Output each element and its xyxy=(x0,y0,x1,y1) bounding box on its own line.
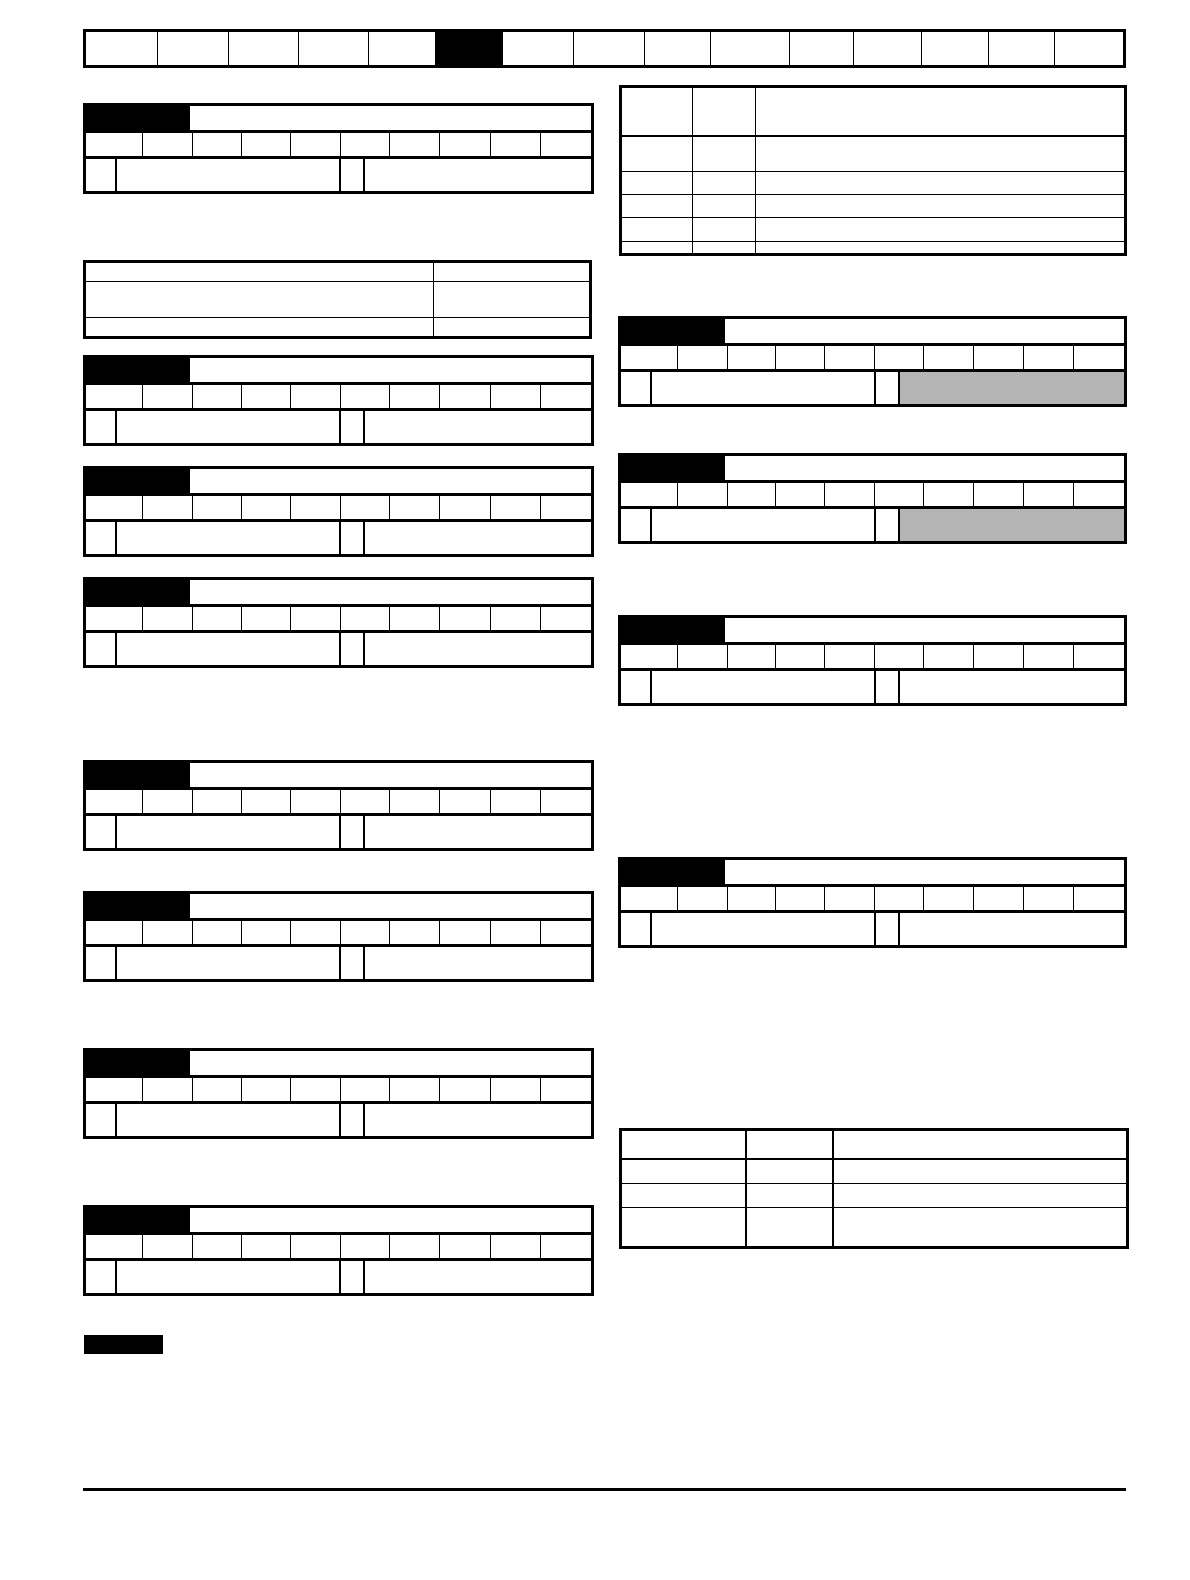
table-cell xyxy=(746,1159,833,1183)
parameter-number-tag xyxy=(83,466,192,496)
range-value-cell xyxy=(652,671,876,703)
parameter-title xyxy=(190,355,594,385)
table-cell xyxy=(86,263,433,281)
attribute-cell xyxy=(440,607,491,630)
range-symbol-cell xyxy=(86,1104,117,1136)
range-symbol-cell xyxy=(86,159,117,191)
range-value-cell xyxy=(365,816,591,848)
attribute-cell xyxy=(341,496,390,519)
range-value-cell xyxy=(900,372,1124,404)
range-symbol-cell xyxy=(341,1261,365,1293)
attribute-cell xyxy=(1024,483,1074,506)
attribute-cell xyxy=(825,483,875,506)
attribute-cell xyxy=(678,645,728,668)
range-value-cell xyxy=(117,816,341,848)
parameter-block xyxy=(83,1205,594,1296)
range-value-cell xyxy=(900,671,1124,703)
parameter-attribute-row xyxy=(83,921,594,945)
attribute-cell xyxy=(291,385,341,408)
attribute-cell xyxy=(143,607,193,630)
range-value-cell xyxy=(652,913,876,945)
range-value-cell xyxy=(365,1261,591,1293)
nav-cell[interactable] xyxy=(158,32,229,65)
range-symbol-cell xyxy=(621,372,652,404)
attribute-cell xyxy=(541,1078,591,1101)
attribute-cell xyxy=(291,496,341,519)
range-symbol-cell xyxy=(621,913,652,945)
attribute-cell xyxy=(341,1235,390,1258)
attribute-cell xyxy=(1024,645,1074,668)
nav-cell[interactable] xyxy=(86,32,158,65)
table-cell xyxy=(833,1183,1126,1207)
attribute-cell xyxy=(491,496,541,519)
attribute-cell xyxy=(541,790,591,813)
parameter-title xyxy=(190,1205,594,1235)
attribute-cell xyxy=(728,483,777,506)
attribute-cell xyxy=(86,607,143,630)
table-cell xyxy=(692,136,755,171)
attribute-cell xyxy=(291,607,341,630)
attribute-cell xyxy=(440,133,491,156)
attribute-cell xyxy=(924,346,974,369)
table-cell xyxy=(622,171,692,194)
parameter-block xyxy=(618,316,1127,407)
range-value-cell xyxy=(117,522,341,554)
table-cell xyxy=(746,1207,833,1246)
range-value-cell xyxy=(117,411,341,443)
attribute-cell xyxy=(621,887,678,910)
table-cell xyxy=(433,318,589,336)
table-cell xyxy=(622,88,692,136)
attribute-cell xyxy=(1024,346,1074,369)
attribute-cell xyxy=(242,1235,291,1258)
attribute-cell xyxy=(728,346,777,369)
parameter-range-row xyxy=(83,1259,594,1296)
parameter-block xyxy=(618,615,1127,706)
attribute-cell xyxy=(621,645,678,668)
range-symbol-cell xyxy=(86,1261,117,1293)
nav-cell[interactable] xyxy=(574,32,645,65)
attribute-cell xyxy=(440,790,491,813)
range-value-cell xyxy=(365,947,591,979)
attribute-cell xyxy=(242,921,291,944)
top-navigation-strip xyxy=(83,29,1126,68)
attribute-cell xyxy=(390,921,440,944)
attribute-cell xyxy=(86,921,143,944)
table-cell xyxy=(622,1183,746,1207)
nav-cell[interactable] xyxy=(1055,32,1123,65)
parameter-attribute-row xyxy=(618,483,1127,507)
table-cell xyxy=(755,218,1124,241)
parameter-number-tag xyxy=(618,615,727,645)
attribute-cell xyxy=(390,385,440,408)
attribute-cell xyxy=(974,483,1025,506)
parameter-attribute-row xyxy=(83,133,594,157)
attribute-cell xyxy=(776,483,825,506)
attribute-cell xyxy=(193,921,242,944)
range-symbol-cell xyxy=(341,633,365,665)
parameter-number-tag xyxy=(618,453,727,483)
attribute-cell xyxy=(390,790,440,813)
attribute-cell xyxy=(242,133,291,156)
attribute-cell xyxy=(776,887,825,910)
attribute-cell xyxy=(193,790,242,813)
table-bottom-right xyxy=(619,1128,1129,1249)
attribute-cell xyxy=(193,133,242,156)
attribute-cell xyxy=(242,385,291,408)
attribute-cell xyxy=(242,607,291,630)
attribute-cell xyxy=(390,133,440,156)
parameter-number-tag xyxy=(618,316,727,346)
attribute-cell xyxy=(86,1235,143,1258)
attribute-cell xyxy=(776,645,825,668)
table-cell xyxy=(692,194,755,217)
attribute-cell xyxy=(491,133,541,156)
parameter-title xyxy=(725,453,1127,483)
attribute-cell xyxy=(825,346,875,369)
parameter-attribute-row xyxy=(83,790,594,814)
table-cell xyxy=(622,218,692,241)
parameter-title xyxy=(190,577,594,607)
attribute-cell xyxy=(974,887,1025,910)
range-symbol-cell xyxy=(86,411,117,443)
range-value-cell xyxy=(652,372,876,404)
attribute-cell xyxy=(341,921,390,944)
range-symbol-cell xyxy=(86,947,117,979)
range-symbol-cell xyxy=(86,633,117,665)
table-cell xyxy=(622,1159,746,1183)
attribute-cell xyxy=(491,1235,541,1258)
attribute-cell xyxy=(678,346,728,369)
attribute-cell xyxy=(242,790,291,813)
parameter-attribute-row xyxy=(83,496,594,520)
attribute-cell xyxy=(390,607,440,630)
attribute-cell xyxy=(728,887,777,910)
attribute-cell xyxy=(291,790,341,813)
parameter-number-tag xyxy=(83,760,192,790)
attribute-cell xyxy=(1074,645,1124,668)
attribute-cell xyxy=(341,607,390,630)
parameter-block xyxy=(83,103,594,194)
attribute-cell xyxy=(291,1235,341,1258)
nav-cell[interactable] xyxy=(711,32,790,65)
parameter-range-row xyxy=(83,814,594,851)
range-symbol-cell xyxy=(86,816,117,848)
table-cell xyxy=(755,194,1124,217)
attribute-cell xyxy=(541,1235,591,1258)
parameter-title xyxy=(190,891,594,921)
parameter-range-row xyxy=(83,520,594,557)
attribute-cell xyxy=(242,496,291,519)
attribute-cell xyxy=(621,346,678,369)
nav-cell[interactable] xyxy=(229,32,299,65)
parameter-attribute-row xyxy=(618,645,1127,669)
attribute-cell xyxy=(621,483,678,506)
range-symbol-cell xyxy=(876,372,900,404)
attribute-cell xyxy=(390,496,440,519)
table-cell xyxy=(755,136,1124,171)
parameter-number-tag xyxy=(83,1205,192,1235)
table-cell xyxy=(622,241,692,253)
attribute-cell xyxy=(390,1235,440,1258)
attribute-cell xyxy=(678,483,728,506)
attribute-cell xyxy=(541,133,591,156)
table-cell xyxy=(692,171,755,194)
range-value-cell xyxy=(117,1261,341,1293)
attribute-cell xyxy=(440,1235,491,1258)
attribute-cell xyxy=(825,887,875,910)
parameter-attribute-row xyxy=(83,1078,594,1102)
attribute-cell xyxy=(776,346,825,369)
parameter-title xyxy=(190,760,594,790)
attribute-cell xyxy=(143,1235,193,1258)
attribute-cell xyxy=(86,385,143,408)
attribute-cell xyxy=(143,133,193,156)
nav-cell[interactable] xyxy=(299,32,369,65)
table-top-right xyxy=(619,85,1127,256)
range-symbol-cell xyxy=(341,522,365,554)
footer-rule xyxy=(83,1488,1126,1491)
parameter-range-row xyxy=(83,945,594,982)
range-value-cell xyxy=(365,159,591,191)
range-value-cell xyxy=(365,522,591,554)
parameter-block xyxy=(83,891,594,982)
range-value-cell xyxy=(117,947,341,979)
table-cell xyxy=(755,88,1124,136)
nav-cell[interactable] xyxy=(854,32,922,65)
note-tag xyxy=(84,1335,163,1354)
attribute-cell xyxy=(924,483,974,506)
table-cell xyxy=(622,136,692,171)
parameter-block xyxy=(83,466,594,557)
range-symbol-cell xyxy=(341,159,365,191)
range-symbol-cell xyxy=(341,411,365,443)
range-symbol-cell xyxy=(876,509,900,541)
attribute-cell xyxy=(1024,887,1074,910)
attribute-cell xyxy=(728,645,777,668)
attribute-cell xyxy=(541,496,591,519)
parameter-block xyxy=(83,1048,594,1139)
parameter-range-row xyxy=(83,1102,594,1139)
parameter-block xyxy=(83,760,594,851)
range-symbol-cell xyxy=(876,671,900,703)
table-cell xyxy=(833,1207,1126,1246)
attribute-cell xyxy=(86,496,143,519)
parameter-range-row xyxy=(618,669,1127,706)
parameter-number-tag xyxy=(83,355,192,385)
parameter-attribute-row xyxy=(83,607,594,631)
attribute-cell xyxy=(193,496,242,519)
attribute-cell xyxy=(491,607,541,630)
attribute-cell xyxy=(193,607,242,630)
range-value-cell xyxy=(900,913,1124,945)
range-symbol-cell xyxy=(86,522,117,554)
range-symbol-cell xyxy=(341,947,365,979)
attribute-cell xyxy=(974,346,1025,369)
attribute-cell xyxy=(875,887,924,910)
range-value-cell xyxy=(117,1104,341,1136)
table-cell xyxy=(86,318,433,336)
attribute-cell xyxy=(341,385,390,408)
parameter-attribute-row xyxy=(83,385,594,409)
table-cell xyxy=(433,263,589,281)
parameter-range-row xyxy=(83,157,594,194)
attribute-cell xyxy=(193,385,242,408)
range-value-cell xyxy=(652,509,876,541)
nav-cell[interactable] xyxy=(503,32,574,65)
range-symbol-cell xyxy=(876,913,900,945)
table-cell xyxy=(622,1131,746,1159)
parameter-number-tag xyxy=(618,857,727,887)
attribute-cell xyxy=(143,496,193,519)
table-cell xyxy=(692,218,755,241)
table-cell xyxy=(692,88,755,136)
attribute-cell xyxy=(193,1078,242,1101)
parameter-block xyxy=(83,355,594,446)
attribute-cell xyxy=(440,496,491,519)
parameter-range-row xyxy=(83,631,594,668)
parameter-number-tag xyxy=(83,1048,192,1078)
parameter-attribute-row xyxy=(83,1235,594,1259)
attribute-cell xyxy=(143,790,193,813)
attribute-cell xyxy=(143,385,193,408)
attribute-cell xyxy=(541,607,591,630)
parameter-attribute-row xyxy=(618,346,1127,370)
table-cell xyxy=(86,281,433,318)
nav-cell-active[interactable] xyxy=(436,32,503,65)
parameter-number-tag xyxy=(83,103,192,133)
nav-cell[interactable] xyxy=(922,32,989,65)
attribute-cell xyxy=(291,133,341,156)
attribute-cell xyxy=(440,1078,491,1101)
attribute-cell xyxy=(541,921,591,944)
attribute-cell xyxy=(291,921,341,944)
attribute-cell xyxy=(440,921,491,944)
attribute-cell xyxy=(491,385,541,408)
parameter-range-row xyxy=(618,370,1127,407)
attribute-cell xyxy=(440,385,491,408)
attribute-cell xyxy=(491,1078,541,1101)
parameter-number-tag xyxy=(83,577,192,607)
table-cell xyxy=(433,281,589,318)
parameter-range-row xyxy=(618,911,1127,948)
parameter-title xyxy=(725,857,1127,887)
attribute-cell xyxy=(1074,887,1124,910)
nav-cell[interactable] xyxy=(790,32,854,65)
attribute-cell xyxy=(974,645,1025,668)
attribute-cell xyxy=(193,1235,242,1258)
attribute-cell xyxy=(1074,483,1124,506)
parameter-title xyxy=(190,103,594,133)
attribute-cell xyxy=(242,1078,291,1101)
parameter-title xyxy=(190,466,594,496)
parameter-title xyxy=(725,615,1127,645)
table-cell xyxy=(755,171,1124,194)
range-value-cell xyxy=(365,633,591,665)
table-cell xyxy=(622,1207,746,1246)
attribute-cell xyxy=(341,1078,390,1101)
attribute-cell xyxy=(86,133,143,156)
attribute-cell xyxy=(825,645,875,668)
range-value-cell xyxy=(365,1104,591,1136)
table-cell xyxy=(746,1183,833,1207)
range-value-cell xyxy=(117,633,341,665)
attribute-cell xyxy=(875,346,924,369)
range-symbol-cell xyxy=(341,1104,365,1136)
attribute-cell xyxy=(924,887,974,910)
attribute-cell xyxy=(875,645,924,668)
range-symbol-cell xyxy=(341,816,365,848)
range-symbol-cell xyxy=(621,509,652,541)
table-cell xyxy=(755,241,1124,253)
parameter-title xyxy=(725,316,1127,346)
parameter-range-row xyxy=(83,409,594,446)
attribute-cell xyxy=(341,133,390,156)
attribute-cell xyxy=(678,887,728,910)
nav-cell[interactable] xyxy=(369,32,436,65)
attribute-cell xyxy=(875,483,924,506)
table-cell xyxy=(692,241,755,253)
nav-cell[interactable] xyxy=(645,32,711,65)
attribute-cell xyxy=(291,1078,341,1101)
attribute-cell xyxy=(924,645,974,668)
range-symbol-cell xyxy=(621,671,652,703)
table-cell xyxy=(746,1131,833,1159)
attribute-cell xyxy=(390,1078,440,1101)
attribute-cell xyxy=(143,1078,193,1101)
attribute-cell xyxy=(86,1078,143,1101)
attribute-cell xyxy=(143,921,193,944)
attribute-cell xyxy=(541,385,591,408)
table-cell xyxy=(833,1131,1126,1159)
table-left-small xyxy=(83,260,592,339)
parameter-attribute-row xyxy=(618,887,1127,911)
table-cell xyxy=(622,194,692,217)
attribute-cell xyxy=(341,790,390,813)
attribute-cell xyxy=(491,790,541,813)
parameter-block xyxy=(83,577,594,668)
range-value-cell xyxy=(365,411,591,443)
range-value-cell xyxy=(117,159,341,191)
attribute-cell xyxy=(491,921,541,944)
range-value-cell xyxy=(900,509,1124,541)
attribute-cell xyxy=(1074,346,1124,369)
parameter-range-row xyxy=(618,507,1127,544)
attribute-cell xyxy=(86,790,143,813)
parameter-title xyxy=(190,1048,594,1078)
parameter-block xyxy=(618,857,1127,948)
nav-cell[interactable] xyxy=(989,32,1055,65)
parameter-number-tag xyxy=(83,891,192,921)
table-cell xyxy=(833,1159,1126,1183)
parameter-block xyxy=(618,453,1127,544)
